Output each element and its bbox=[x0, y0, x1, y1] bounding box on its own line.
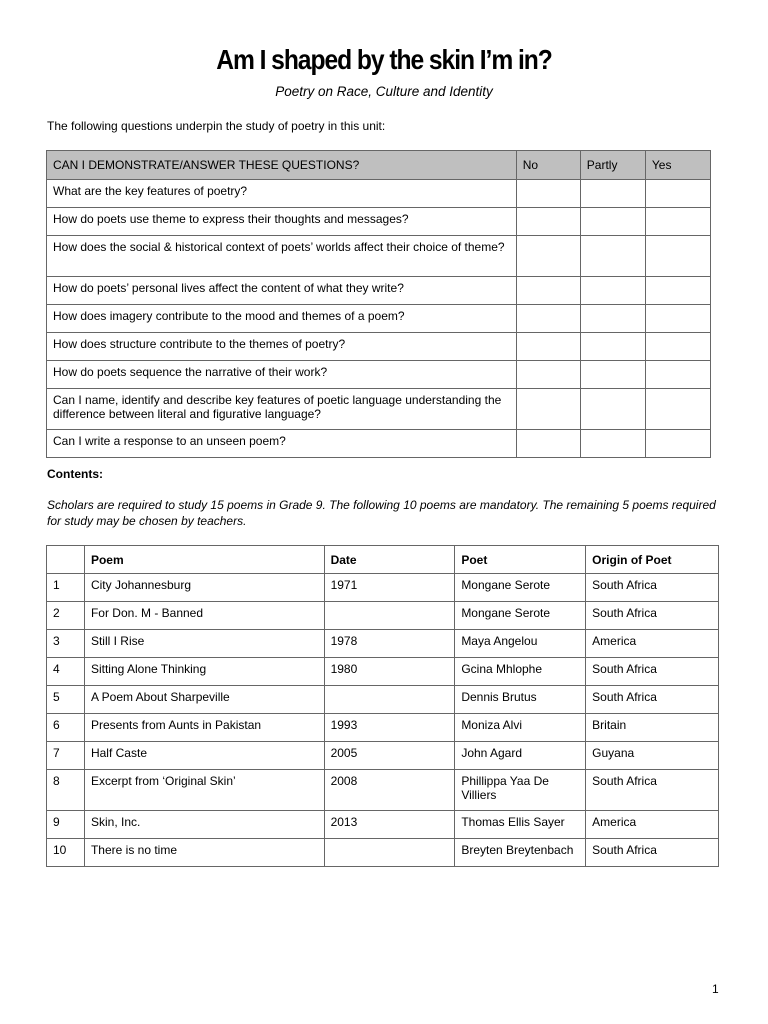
answer-no-cell[interactable] bbox=[516, 277, 580, 305]
answer-yes-cell[interactable] bbox=[645, 208, 710, 236]
poem-title: Excerpt from ‘Original Skin’ bbox=[84, 770, 324, 811]
poem-date: 1971 bbox=[324, 574, 455, 602]
answer-yes-cell[interactable] bbox=[645, 333, 710, 361]
poem-row bbox=[47, 714, 719, 742]
answer-no-cell[interactable] bbox=[516, 180, 580, 208]
answer-no-cell[interactable] bbox=[516, 305, 580, 333]
questions-table bbox=[46, 150, 711, 458]
poem-origin: South Africa bbox=[586, 602, 719, 630]
poem-date: 2013 bbox=[324, 811, 455, 839]
poem-title: Presents from Aunts in Pakistan bbox=[84, 714, 324, 742]
poem-number: 8 bbox=[47, 770, 85, 811]
question-row bbox=[47, 208, 711, 236]
answer-yes-cell[interactable] bbox=[645, 236, 710, 277]
question-text: How does structure contribute to the themes of poetry? bbox=[47, 333, 517, 361]
poem-title: Skin, Inc. bbox=[84, 811, 324, 839]
poems-header-origin: Origin of Poet bbox=[586, 546, 719, 574]
page-number: 1 bbox=[712, 982, 719, 996]
question-row bbox=[47, 430, 711, 458]
poem-number: 5 bbox=[47, 686, 85, 714]
poem-number: 4 bbox=[47, 658, 85, 686]
poem-number: 6 bbox=[47, 714, 85, 742]
poem-number: 9 bbox=[47, 811, 85, 839]
answer-partly-cell[interactable] bbox=[580, 430, 645, 458]
answer-yes-cell[interactable] bbox=[645, 389, 710, 430]
poem-row bbox=[47, 658, 719, 686]
poem-row bbox=[47, 574, 719, 602]
poem-poet: Thomas Ellis Sayer bbox=[455, 811, 586, 839]
answer-yes-cell[interactable] bbox=[645, 305, 710, 333]
poem-origin: South Africa bbox=[586, 770, 719, 811]
poem-poet: Phillippa Yaa De Villiers bbox=[455, 770, 586, 811]
poem-date bbox=[324, 602, 455, 630]
answer-no-cell[interactable] bbox=[516, 389, 580, 430]
poem-origin: America bbox=[586, 630, 719, 658]
answer-no-cell[interactable] bbox=[516, 361, 580, 389]
question-text: How do poets sequence the narrative of their work? bbox=[47, 361, 517, 389]
poem-origin: America bbox=[586, 811, 719, 839]
poem-title: Half Caste bbox=[84, 742, 324, 770]
poem-title: City Johannesburg bbox=[84, 574, 324, 602]
poem-title: Sitting Alone Thinking bbox=[84, 658, 324, 686]
answer-partly-cell[interactable] bbox=[580, 333, 645, 361]
question-text: Can I write a response to an unseen poem? bbox=[47, 430, 517, 458]
poem-poet: Gcina Mhlophe bbox=[455, 658, 586, 686]
poem-title: There is no time bbox=[84, 839, 324, 867]
poem-origin: Britain bbox=[586, 714, 719, 742]
poem-number: 7 bbox=[47, 742, 85, 770]
poem-row bbox=[47, 839, 719, 867]
poems-header-row bbox=[47, 546, 719, 574]
poem-row bbox=[47, 770, 719, 811]
question-row bbox=[47, 333, 711, 361]
answer-partly-cell[interactable] bbox=[580, 361, 645, 389]
answer-partly-cell[interactable] bbox=[580, 180, 645, 208]
question-row bbox=[47, 305, 711, 333]
question-row bbox=[47, 361, 711, 389]
poem-poet: Dennis Brutus bbox=[455, 686, 586, 714]
answer-partly-cell[interactable] bbox=[580, 236, 645, 277]
question-row bbox=[47, 236, 711, 277]
questions-header-no: No bbox=[516, 151, 580, 180]
poem-date: 1978 bbox=[324, 630, 455, 658]
answer-partly-cell[interactable] bbox=[580, 208, 645, 236]
answer-no-cell[interactable] bbox=[516, 236, 580, 277]
answer-no-cell[interactable] bbox=[516, 333, 580, 361]
question-text: How do poets’ personal lives affect the content of what they write? bbox=[47, 277, 517, 305]
poem-title: For Don. M - Banned bbox=[84, 602, 324, 630]
poem-poet: Mongane Serote bbox=[455, 574, 586, 602]
poem-number: 2 bbox=[47, 602, 85, 630]
poem-poet: Moniza Alvi bbox=[455, 714, 586, 742]
poem-row bbox=[47, 630, 719, 658]
answer-partly-cell[interactable] bbox=[580, 305, 645, 333]
question-text: How do poets use theme to express their thoughts and messages? bbox=[47, 208, 517, 236]
intro-text: The following questions underpin the study of poetry in this unit: bbox=[47, 119, 386, 133]
poem-date: 2005 bbox=[324, 742, 455, 770]
answer-yes-cell[interactable] bbox=[645, 180, 710, 208]
answer-partly-cell[interactable] bbox=[580, 277, 645, 305]
poem-poet: Breyten Breytenbach bbox=[455, 839, 586, 867]
question-row bbox=[47, 277, 711, 305]
questions-header-question: CAN I DEMONSTRATE/ANSWER THESE QUESTIONS? bbox=[47, 151, 517, 180]
poem-date bbox=[324, 839, 455, 867]
poem-row bbox=[47, 811, 719, 839]
poem-title: A Poem About Sharpeville bbox=[84, 686, 324, 714]
poems-table bbox=[46, 545, 719, 867]
poems-header-poet: Poet bbox=[455, 546, 586, 574]
poem-date: 2008 bbox=[324, 770, 455, 811]
answer-yes-cell[interactable] bbox=[645, 430, 710, 458]
contents-note: Scholars are required to study 15 poems in Grade 9. The following 10 poems are mandatory. The remaining 5 poems required for study may be chosen by teachers. bbox=[47, 498, 716, 528]
question-text: How does the social & historical context of poets’ worlds affect their choice of theme? bbox=[47, 236, 517, 277]
poem-origin: Guyana bbox=[586, 742, 719, 770]
poem-origin: South Africa bbox=[586, 574, 719, 602]
poem-origin: South Africa bbox=[586, 686, 719, 714]
page-subtitle: Poetry on Race, Culture and Identity bbox=[275, 84, 493, 99]
poem-row bbox=[47, 686, 719, 714]
poem-number: 1 bbox=[47, 574, 85, 602]
answer-yes-cell[interactable] bbox=[645, 277, 710, 305]
poem-row bbox=[47, 742, 719, 770]
poem-poet: Mongane Serote bbox=[455, 602, 586, 630]
answer-partly-cell[interactable] bbox=[580, 389, 645, 430]
poem-date: 1980 bbox=[324, 658, 455, 686]
questions-header-partly: Partly bbox=[580, 151, 645, 180]
poem-row bbox=[47, 602, 719, 630]
question-text: What are the key features of poetry? bbox=[47, 180, 517, 208]
answer-yes-cell[interactable] bbox=[645, 361, 710, 389]
question-text: How does imagery contribute to the mood and themes of a poem? bbox=[47, 305, 517, 333]
answer-no-cell[interactable] bbox=[516, 208, 580, 236]
poems-header-number bbox=[47, 546, 85, 574]
page-title: Am I shaped by the skin I’m in? bbox=[216, 44, 552, 75]
poem-number: 10 bbox=[47, 839, 85, 867]
poem-origin: South Africa bbox=[586, 658, 719, 686]
question-text: Can I name, identify and describe key features of poetic language understanding the difference between literal and figurative language? bbox=[47, 389, 517, 430]
question-row bbox=[47, 180, 711, 208]
question-row bbox=[47, 389, 711, 430]
poem-date: 1993 bbox=[324, 714, 455, 742]
poem-poet: John Agard bbox=[455, 742, 586, 770]
questions-header-row bbox=[47, 151, 711, 180]
poem-title: Still I Rise bbox=[84, 630, 324, 658]
poem-origin: South Africa bbox=[586, 839, 719, 867]
poem-number: 3 bbox=[47, 630, 85, 658]
poems-header-poem: Poem bbox=[84, 546, 324, 574]
contents-heading: Contents: bbox=[47, 467, 103, 481]
answer-no-cell[interactable] bbox=[516, 430, 580, 458]
poem-poet: Maya Angelou bbox=[455, 630, 586, 658]
questions-header-yes: Yes bbox=[645, 151, 710, 180]
poem-date bbox=[324, 686, 455, 714]
poems-header-date: Date bbox=[324, 546, 455, 574]
